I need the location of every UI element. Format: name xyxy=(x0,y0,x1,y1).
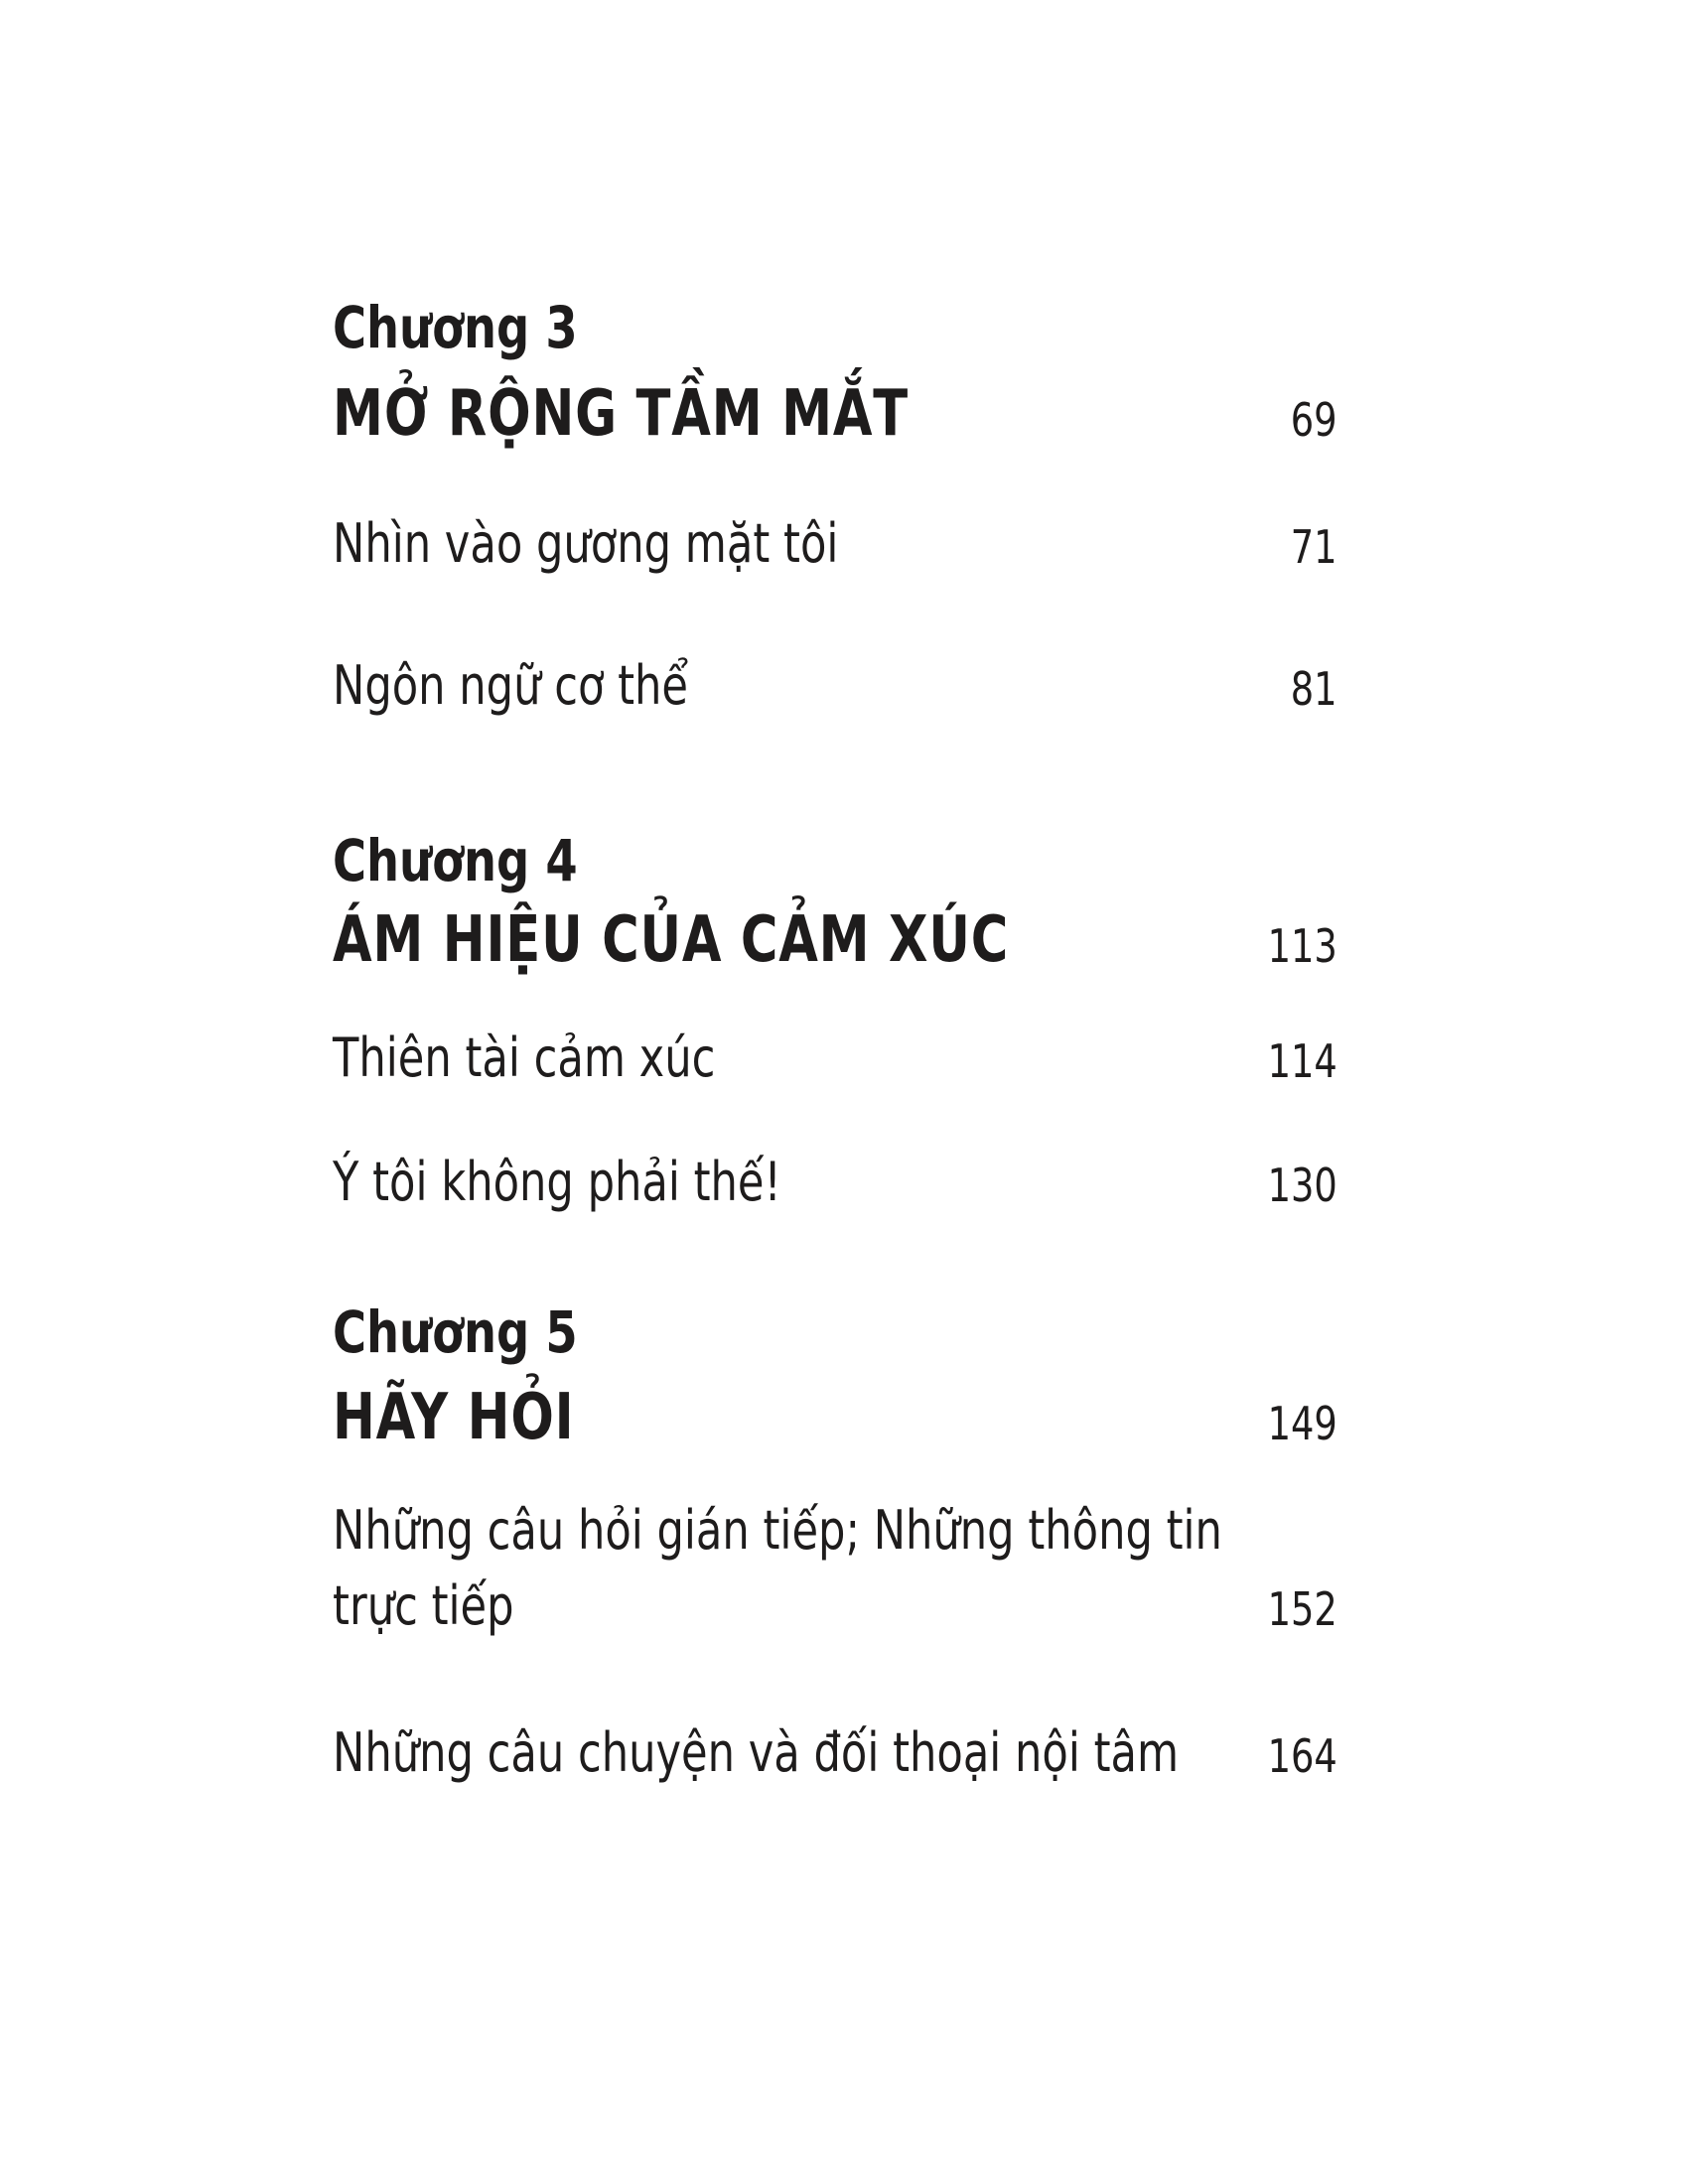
toc-entry-title-line: trực tiếp xyxy=(333,1574,514,1637)
toc-entry xyxy=(333,512,1337,575)
toc-entry xyxy=(333,1493,1337,1644)
toc-entry xyxy=(333,1151,1337,1213)
toc-entry-title: Những câu chuyện và đối thoại nội tâm xyxy=(333,1721,1180,1784)
chapter-label-text: Chương 4 xyxy=(333,827,578,894)
toc-entry-page-number: 114 xyxy=(1267,1034,1337,1088)
chapter-title-row xyxy=(333,903,1337,977)
chapter-page-number: 113 xyxy=(1267,919,1337,973)
toc-entry-page-number: 81 xyxy=(1291,662,1337,716)
toc-entry-title-line: Những câu hỏi gián tiếp; Những thông tin xyxy=(333,1499,1222,1562)
chapter-title-text: HÃY HỎI xyxy=(333,1381,575,1454)
chapter-title-row xyxy=(333,377,1337,451)
toc-entry xyxy=(333,1721,1337,1784)
chapter-title-row xyxy=(333,1381,1337,1454)
toc-entry-title: Ý tôi không phải thế! xyxy=(333,1151,781,1213)
chapter-page-number: 149 xyxy=(1267,1397,1337,1450)
chapter-label xyxy=(333,294,1337,361)
chapter-label xyxy=(333,827,1337,894)
chapter-label xyxy=(333,1298,1337,1366)
toc-entry-page-number: 152 xyxy=(1267,1582,1337,1636)
chapter-title-text: ÁM HIỆU CỦA CẢM XÚC xyxy=(333,903,1010,977)
chapter-page-number: 69 xyxy=(1291,393,1337,447)
chapter-label-text: Chương 3 xyxy=(333,294,578,361)
toc-entry xyxy=(333,654,1337,717)
toc-entry xyxy=(333,1026,1337,1089)
toc-entry-page-number: 164 xyxy=(1267,1729,1337,1783)
toc-entry-page-number: 71 xyxy=(1291,520,1337,574)
chapter-label-text: Chương 5 xyxy=(333,1298,578,1366)
toc-entry-title: Ngôn ngữ cơ thể xyxy=(333,654,689,717)
toc-entry-page-number: 130 xyxy=(1267,1159,1337,1212)
chapter-title-text: MỞ RỘNG TẦM MẮT xyxy=(333,377,909,451)
toc-entry-title: Nhìn vào gương mặt tôi xyxy=(333,512,839,575)
toc-entry-title: Thiên tài cảm xúc xyxy=(333,1026,716,1089)
